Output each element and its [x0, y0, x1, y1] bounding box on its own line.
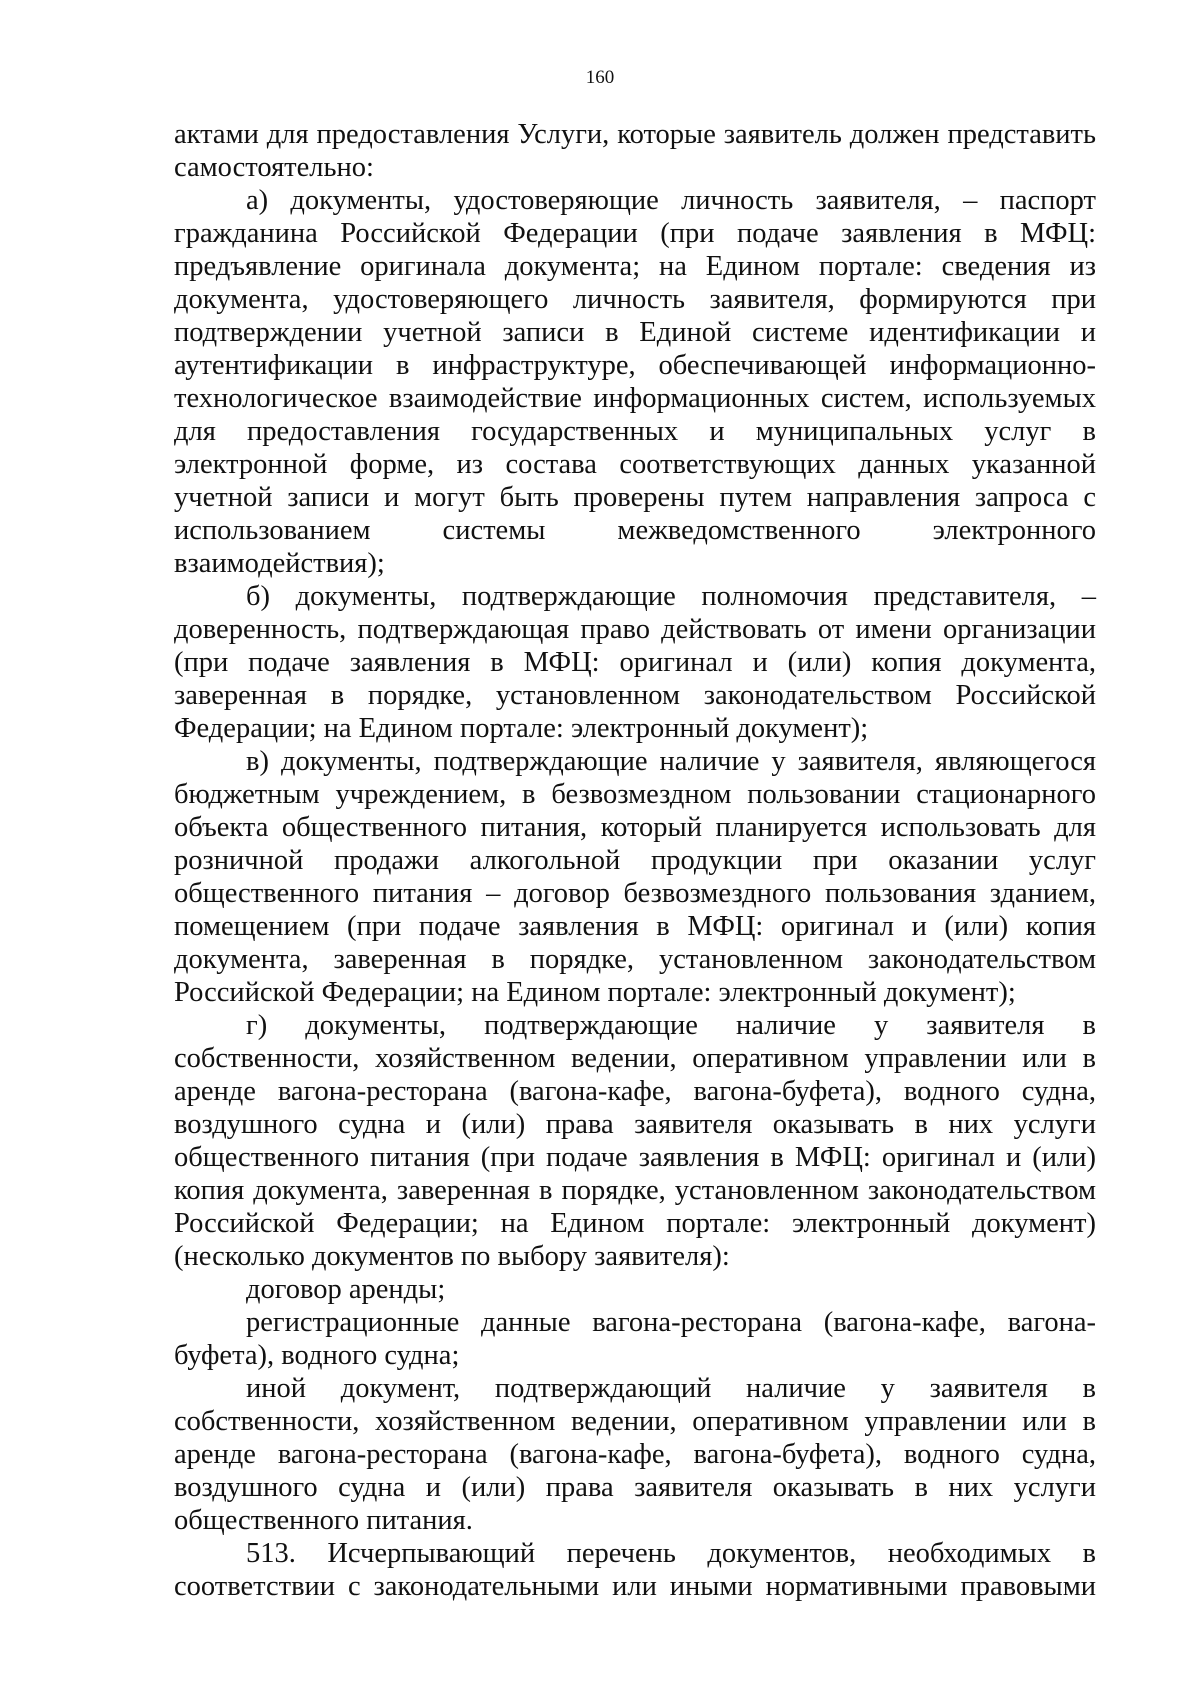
paragraph: г) документы, подтверждающие наличие у заявителя в собственности, хозяйственном ведении, оперативном управлении или в аренде вагона-ресторана (вагона-кафе, вагона-буфета), водного судна, воздушного судна и (или) права заявителя оказывать в них услуги общественного питания (при подаче заявления в МФЦ: оригинал и (или) копия документа, заверенная в порядке, установленном законодательством Российской Федерации; на Едином портале: электронный документ) (несколько документов по выбору заявителя):	[174, 1010, 1096, 1272]
paragraph: договор аренды;	[246, 1274, 446, 1305]
paragraph: иной документ, подтверждающий наличие у заявителя в собственности, хозяйственном ведении, оперативном управлении или в аренде вагона-ресторана (вагона-кафе, вагона-буфета), водного судна, воздушного судна и (или) права заявителя оказывать в них услуги общественного питания.	[174, 1373, 1096, 1536]
paragraph: а) документы, удостоверяющие личность заявителя, – паспорт гражданина Российской Федерации (при подаче заявления в МФЦ: предъявление оригинала документа; на Едином портале: сведения из документа, удостоверяющего личность заявителя, формируются при подтверждении учетной записи в Единой системе идентификации и аутентификации в инфраструктуре, обеспечивающей информационно-технологическое взаимодействие информационных систем, используемых для предоставления государственных и муниципальных услуг в электронной форме, из состава соответствующих данных указанной учетной записи и могут быть проверены путем направления запроса с использованием системы межведомственного электронного взаимодействия);	[174, 185, 1096, 579]
paragraph: актами для предоставления Услуги, которые заявитель должен представить самостоятельно:	[174, 119, 1096, 183]
paragraph: 513. Исчерпывающий перечень документов, необходимых в соответствии с законодательными или иными нормативными правовыми	[174, 1538, 1096, 1602]
paragraph: регистрационные данные вагона-ресторана (вагона-кафе, вагона-буфета), водного судна;	[174, 1307, 1096, 1371]
paragraph: б) документы, подтверждающие полномочия представителя, – доверенность, подтверждающая право действовать от имени организации (при подаче заявления в МФЦ: оригинал и (или) копия документа, заверенная в порядке, установленном законодательством Российской Федерации; на Едином портале: электронный документ);	[174, 581, 1096, 744]
document-body	[174, 118, 1096, 1603]
page-number: 160	[585, 67, 615, 88]
paragraph: в) документы, подтверждающие наличие у заявителя, являющегося бюджетным учреждением, в безвозмездном пользовании стационарного объекта общественного питания, который планируется использовать для розничной продажи алкогольной продукции при оказании услуг общественного питания – договор безвозмездного пользования зданием, помещением (при подаче заявления в МФЦ: оригинал и (или) копия документа, заверенная в порядке, установленном законодательством Российской Федерации; на Едином портале: электронный документ);	[174, 746, 1096, 1008]
